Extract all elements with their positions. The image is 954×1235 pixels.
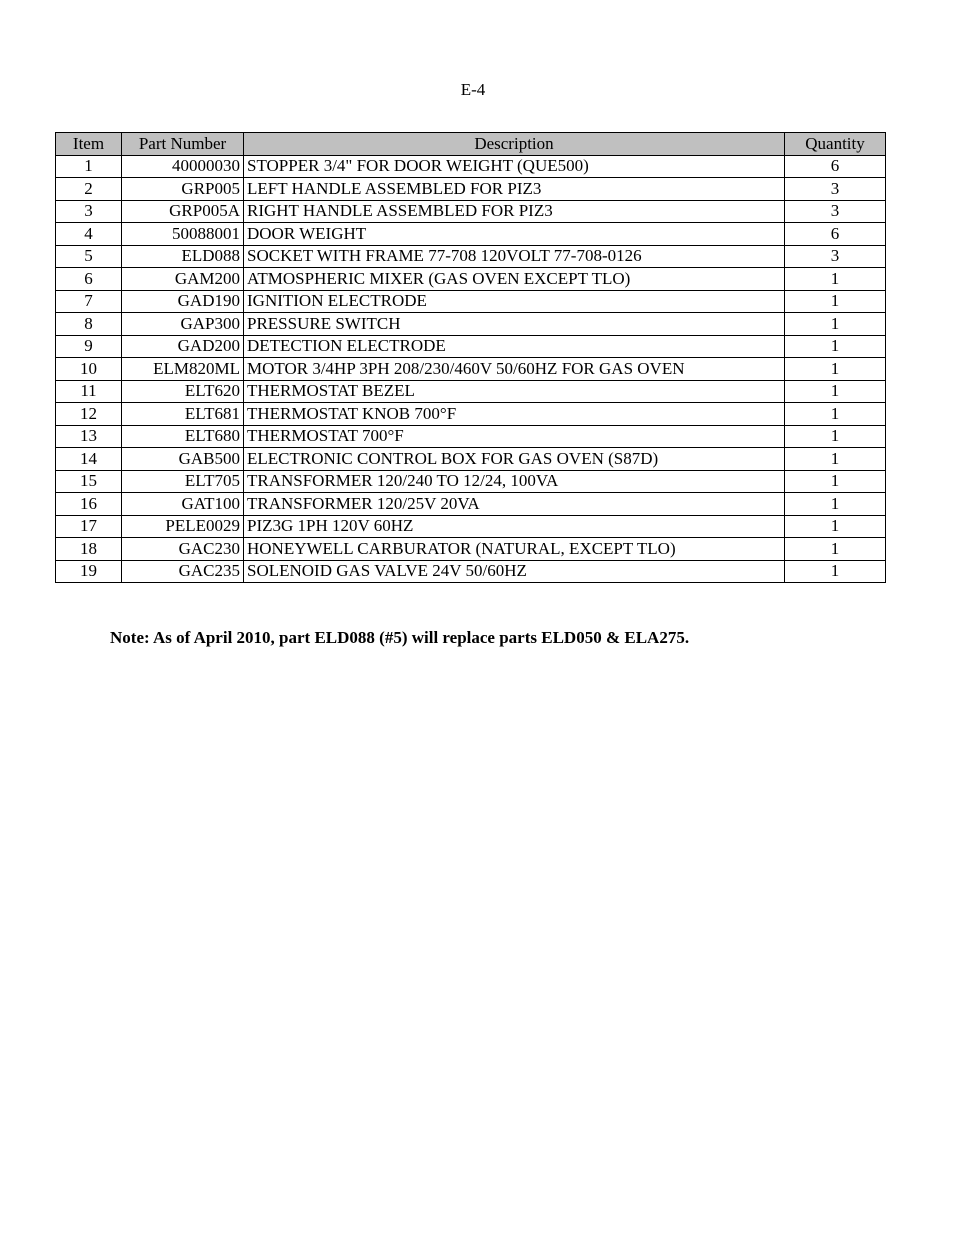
cell-item: 9 xyxy=(56,335,122,358)
cell-item: 15 xyxy=(56,470,122,493)
cell-description: IGNITION ELECTRODE xyxy=(244,290,785,313)
cell-part-number: GAP300 xyxy=(122,313,244,336)
cell-quantity: 1 xyxy=(785,403,886,426)
table-row xyxy=(56,268,886,291)
cell-item: 5 xyxy=(56,245,122,268)
cell-part-number: GRP005 xyxy=(122,178,244,201)
cell-description: SOCKET WITH FRAME 77-708 120VOLT 77-708-0126 xyxy=(244,245,785,268)
cell-quantity: 1 xyxy=(785,268,886,291)
header-row xyxy=(56,133,886,156)
cell-part-number: GAC230 xyxy=(122,538,244,561)
cell-part-number: ELT705 xyxy=(122,470,244,493)
table-row xyxy=(56,245,886,268)
table-row xyxy=(56,313,886,336)
cell-quantity: 1 xyxy=(785,358,886,381)
cell-item: 14 xyxy=(56,448,122,471)
cell-part-number: GAD190 xyxy=(122,290,244,313)
cell-part-number: ELT680 xyxy=(122,425,244,448)
cell-quantity: 1 xyxy=(785,560,886,583)
cell-description: THERMOSTAT BEZEL xyxy=(244,380,785,403)
cell-part-number: ELD088 xyxy=(122,245,244,268)
header-part-number: Part Number xyxy=(122,133,244,156)
cell-description: HONEYWELL CARBURATOR (NATURAL, EXCEPT TLO) xyxy=(244,538,785,561)
table-row xyxy=(56,403,886,426)
cell-part-number: GAC235 xyxy=(122,560,244,583)
replacement-note: Note: As of April 2010, part ELD088 (#5) will replace parts ELD050 & ELA275. xyxy=(110,628,690,647)
table-row xyxy=(56,178,886,201)
header-description: Description xyxy=(244,133,785,156)
cell-part-number: GRP005A xyxy=(122,200,244,223)
table-row xyxy=(56,155,886,178)
cell-description: RIGHT HANDLE ASSEMBLED FOR PIZ3 xyxy=(244,200,785,223)
parts-table-body xyxy=(56,155,886,583)
cell-description: TRANSFORMER 120/25V 20VA xyxy=(244,493,785,516)
table-row xyxy=(56,358,886,381)
cell-item: 2 xyxy=(56,178,122,201)
cell-description: TRANSFORMER 120/240 TO 12/24, 100VA xyxy=(244,470,785,493)
cell-item: 12 xyxy=(56,403,122,426)
table-row xyxy=(56,335,886,358)
cell-part-number: PELE0029 xyxy=(122,515,244,538)
cell-part-number: ELT620 xyxy=(122,380,244,403)
header-quantity: Quantity xyxy=(785,133,886,156)
table-row xyxy=(56,515,886,538)
cell-description: PRESSURE SWITCH xyxy=(244,313,785,336)
table-row xyxy=(56,223,886,246)
table-row xyxy=(56,200,886,223)
table-row xyxy=(56,538,886,561)
cell-item: 19 xyxy=(56,560,122,583)
cell-part-number: 40000030 xyxy=(122,155,244,178)
table-row xyxy=(56,470,886,493)
cell-part-number: GAT100 xyxy=(122,493,244,516)
cell-quantity: 3 xyxy=(785,178,886,201)
cell-item: 7 xyxy=(56,290,122,313)
table-row xyxy=(56,380,886,403)
parts-table xyxy=(55,132,886,583)
cell-item: 3 xyxy=(56,200,122,223)
cell-part-number: GAB500 xyxy=(122,448,244,471)
table-row xyxy=(56,425,886,448)
cell-item: 11 xyxy=(56,380,122,403)
cell-quantity: 1 xyxy=(785,380,886,403)
cell-quantity: 1 xyxy=(785,470,886,493)
cell-description: STOPPER 3/4" FOR DOOR WEIGHT (QUE500) xyxy=(244,155,785,178)
cell-item: 1 xyxy=(56,155,122,178)
cell-quantity: 1 xyxy=(785,313,886,336)
cell-description: PIZ3G 1PH 120V 60HZ xyxy=(244,515,785,538)
cell-item: 8 xyxy=(56,313,122,336)
cell-description: THERMOSTAT KNOB 700°F xyxy=(244,403,785,426)
table-row xyxy=(56,290,886,313)
cell-quantity: 1 xyxy=(785,448,886,471)
cell-part-number: GAM200 xyxy=(122,268,244,291)
cell-quantity: 6 xyxy=(785,223,886,246)
header-item: Item xyxy=(56,133,122,156)
table-row xyxy=(56,493,886,516)
table-row xyxy=(56,448,886,471)
page-label: E-4 xyxy=(460,80,486,99)
cell-quantity: 1 xyxy=(785,290,886,313)
cell-description: DOOR WEIGHT xyxy=(244,223,785,246)
table-row xyxy=(56,560,886,583)
cell-item: 13 xyxy=(56,425,122,448)
cell-item: 10 xyxy=(56,358,122,381)
cell-quantity: 1 xyxy=(785,515,886,538)
cell-part-number: GAD200 xyxy=(122,335,244,358)
cell-description: DETECTION ELECTRODE xyxy=(244,335,785,358)
cell-item: 18 xyxy=(56,538,122,561)
cell-item: 6 xyxy=(56,268,122,291)
parts-table-header xyxy=(56,133,886,156)
cell-item: 4 xyxy=(56,223,122,246)
cell-quantity: 1 xyxy=(785,493,886,516)
cell-part-number: 50088001 xyxy=(122,223,244,246)
cell-quantity: 1 xyxy=(785,538,886,561)
cell-description: ELECTRONIC CONTROL BOX FOR GAS OVEN (S87D) xyxy=(244,448,785,471)
cell-description: THERMOSTAT 700°F xyxy=(244,425,785,448)
cell-part-number: ELM820ML xyxy=(122,358,244,381)
cell-description: SOLENOID GAS VALVE 24V 50/60HZ xyxy=(244,560,785,583)
cell-quantity: 6 xyxy=(785,155,886,178)
cell-item: 17 xyxy=(56,515,122,538)
cell-description: MOTOR 3/4HP 3PH 208/230/460V 50/60HZ FOR GAS OVEN xyxy=(244,358,785,381)
cell-quantity: 3 xyxy=(785,200,886,223)
cell-description: ATMOSPHERIC MIXER (GAS OVEN EXCEPT TLO) xyxy=(244,268,785,291)
cell-part-number: ELT681 xyxy=(122,403,244,426)
cell-quantity: 1 xyxy=(785,335,886,358)
cell-quantity: 3 xyxy=(785,245,886,268)
cell-item: 16 xyxy=(56,493,122,516)
cell-description: LEFT HANDLE ASSEMBLED FOR PIZ3 xyxy=(244,178,785,201)
cell-quantity: 1 xyxy=(785,425,886,448)
